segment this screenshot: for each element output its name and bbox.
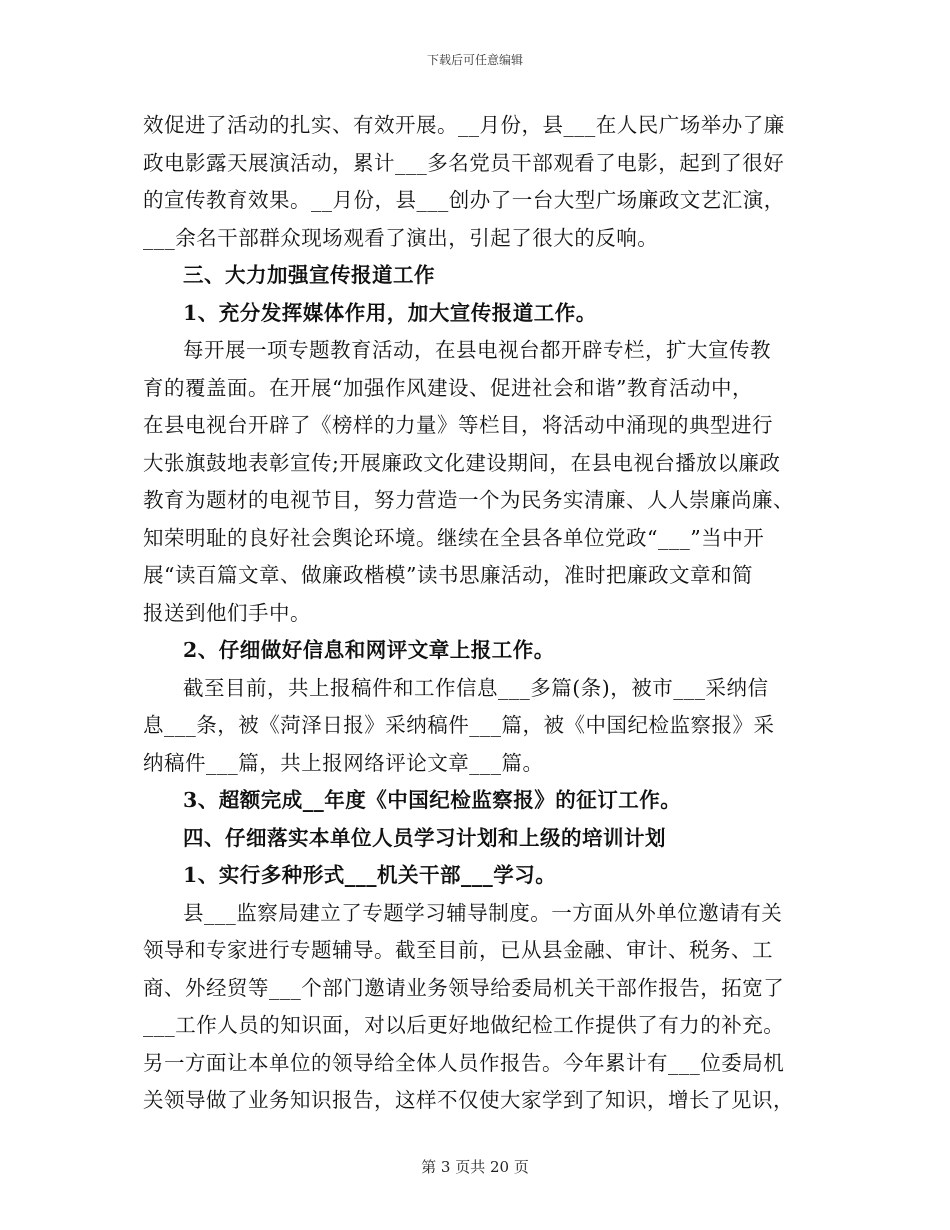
paragraph-line: 县___监察局建立了专题学习辅导制度。一方面从外单位邀请有关 [183, 900, 783, 925]
paragraph-line: 育的覆盖面。在开展“加强作风建设、促进社会和谐”教育活动中， [143, 375, 753, 400]
paragraph-line: 在县电视台开辟了《榜样的力量》等栏目，将活动中涌现的典型进行 [143, 413, 773, 437]
section-heading: 四、仔细落实本单位人员学习计划和上级的培训计划 [183, 825, 666, 850]
paragraph-line: 政电影露天展演活动，累计___多名党员干部观看了电影，起到了很好 [143, 150, 785, 175]
page-header: 下载后可任意编辑 [426, 53, 523, 67]
subsection-heading: 1、充分发挥媒体作用，加大宣传报道工作。 [183, 300, 597, 325]
paragraph-line: 每开展一项专题教育活动，在县电视台都开辟专栏，扩大宣传教 [183, 338, 771, 362]
paragraph-line: 商、外经贸等___个部门邀请业务领导给委局机关干部作报告，拓宽了 [143, 975, 785, 1000]
paragraph-line: 知荣明耻的良好社会舆论环境。继续在全县各单位党政“___”当中开 [143, 525, 765, 550]
subsection-heading: 3、超额完成__年度《中国纪检监察报》的征订工作。 [183, 788, 682, 812]
paragraph-line: 的宣传教育效果。__月份，县___创办了一台大型广场廉政文艺汇演， [143, 188, 785, 212]
document-body [143, 107, 813, 1120]
paragraph-line: ___余名干部群众现场观看了演出，引起了很大的反响。 [143, 225, 659, 250]
paragraph-line: 教育为题材的电视节目，努力营造一个为民务实清廉、人人崇廉尚廉、 [143, 488, 794, 512]
paragraph-line: 领导和专家进行专题辅导。截至目前，已从县金融、审计、税务、工 [143, 938, 773, 962]
paragraph-line: 报送到他们手中。 [143, 600, 311, 625]
paragraph-line: 息___条，被《菏泽日报》采纳稿件___篇，被《中国纪检监察报》采 [143, 713, 775, 737]
page-number-footer: 第 3 页共 20 页 [421, 1158, 529, 1176]
section-heading: 三、大力加强宣传报道工作 [183, 263, 435, 287]
paragraph-line: 大张旗鼓地表彰宣传;开展廉政文化建设期间，在县电视台播放以廉政 [143, 450, 781, 475]
paragraph-line: 纳稿件___篇，共上报网络评论文章___篇。 [143, 750, 544, 775]
paragraph-line: 另一方面让本单位的领导给全体人员作报告。今年累计有___位委局机 [143, 1050, 785, 1075]
subsection-heading: 2、仔细做好信息和网评文章上报工作。 [183, 638, 555, 662]
paragraph-line: 展“读百篇文章、做廉政楷模”读书思廉活动，准时把廉政文章和简 [143, 563, 753, 587]
paragraph-line: 关领导做了业务知识报告，这样不仅使大家学到了知识，增长了见识， [143, 1088, 794, 1112]
paragraph-line: 截至目前，共上报稿件和工作信息___多篇(条)，被市___采纳信 [183, 675, 769, 700]
subsection-heading: 1、实行多种形式___机关干部___学习。 [183, 863, 557, 887]
paragraph-line: ___工作人员的知识面，对以后更好地做纪检工作提供了有力的补充。 [143, 1013, 785, 1037]
paragraph-line: 效促进了活动的扎实、有效开展。__月份，县___在人民广场举办了廉 [143, 113, 785, 137]
